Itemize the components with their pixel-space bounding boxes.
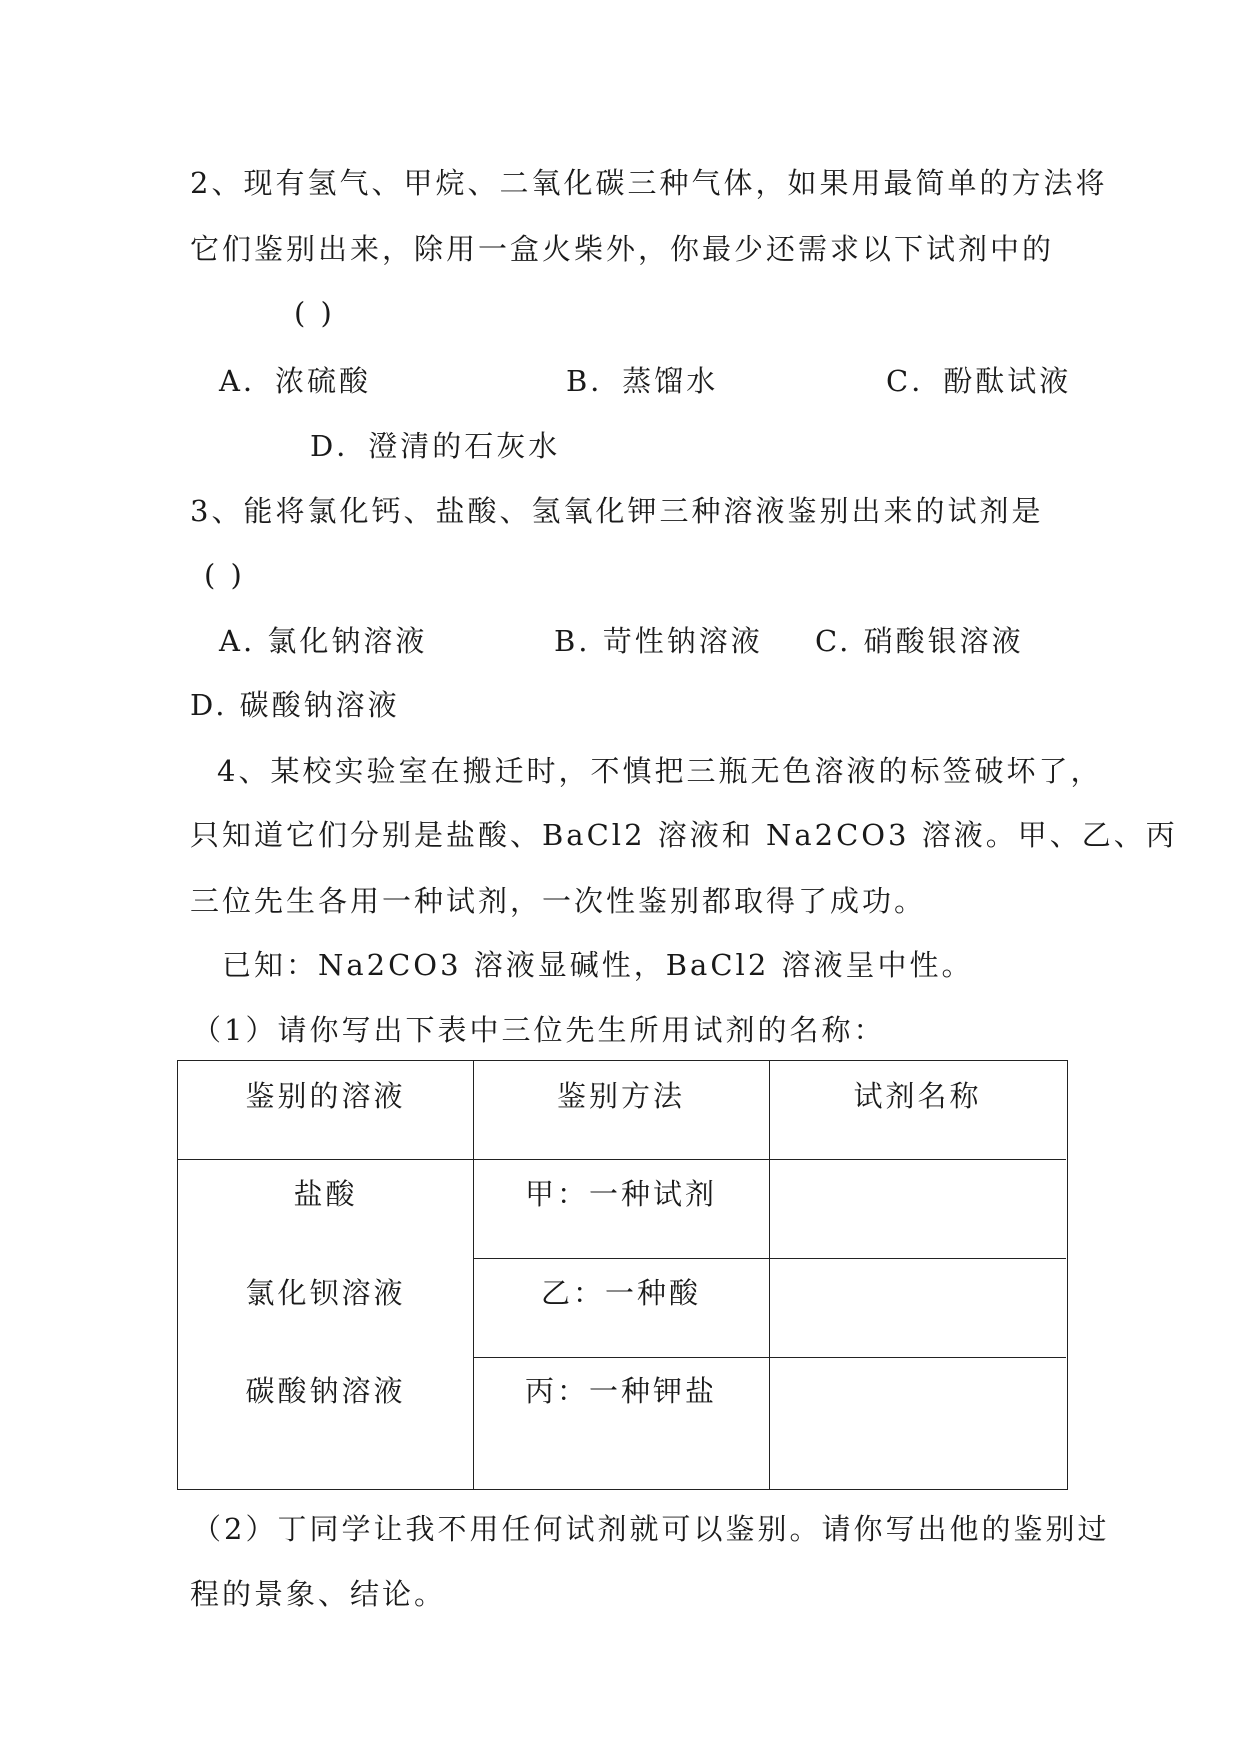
table-header-solution: 鉴别的溶液 — [245, 1079, 406, 1113]
table-solution: 碳酸钠溶液 — [245, 1374, 406, 1408]
table-divider — [473, 1258, 1066, 1259]
q4-sub2-line2: 程的景象、结论。 — [190, 1577, 447, 1611]
q4-line2: 只知道它们分别是盐酸、BaCl2 溶液和 Na2CO3 溶液。甲、乙、丙 — [190, 818, 1178, 852]
q4-line3: 三位先生各用一种试剂，一次性鉴别都取得了成功。 — [190, 884, 927, 918]
table-header-method: 鉴别方法 — [556, 1079, 685, 1113]
table-solution: 氯化钡溶液 — [245, 1276, 406, 1310]
q3-option-c: C. 硝酸银溶液 — [815, 624, 1024, 658]
q3-option-a: A. 氯化钠溶液 — [219, 624, 428, 658]
q4-sub2-line1: （2）丁同学让我不用任何试剂就可以鉴别。请你写出他的鉴别过 — [192, 1512, 1110, 1546]
table-divider — [178, 1159, 1066, 1160]
table-method: 乙：一种酸 — [540, 1276, 701, 1310]
q3-option-d: D. 碳酸钠溶液 — [190, 688, 400, 722]
table-method: 丙：一种钾盐 — [524, 1374, 717, 1408]
table-header-reagent: 试剂名称 — [853, 1079, 982, 1113]
q2-answer-bracket: ( ) — [294, 296, 335, 330]
q4-sub1: （1）请你写出下表中三位先生所用试剂的名称： — [192, 1013, 886, 1047]
q3-answer-bracket: ( ) — [204, 558, 245, 592]
q4-known: 已知：Na2CO3 溶液显碱性，BaCl2 溶液呈中性。 — [222, 948, 974, 982]
q2-option-c: C．酚酞试液 — [886, 364, 1072, 398]
q2-option-a: A．浓硫酸 — [219, 364, 371, 398]
q2-option-b: B．蒸馏水 — [566, 364, 719, 398]
table-divider — [473, 1357, 1066, 1358]
q2-option-d: D．澄清的石灰水 — [310, 429, 561, 463]
table-method: 甲：一种试剂 — [524, 1177, 717, 1211]
q4-line1: 4、某校实验室在搬迁时，不慎把三瓶无色溶液的标签破坏了， — [217, 754, 1103, 788]
reagent-table — [177, 1060, 1068, 1490]
q2-line2: 它们鉴别出来，除用一盒火柴外，你最少还需求以下试剂中的 — [190, 232, 1055, 266]
q2-line1: 2、现有氢气、甲烷、二氧化碳三种气体，如果用最简单的方法将 — [190, 166, 1108, 200]
table-divider — [769, 1061, 770, 1489]
q3-line1: 3、能将氯化钙、盐酸、氢氧化钾三种溶液鉴别出来的试剂是 — [190, 494, 1044, 528]
table-solution: 盐酸 — [293, 1177, 358, 1211]
q3-option-b: B. 苛性钠溶液 — [554, 624, 763, 658]
table-divider — [473, 1061, 474, 1489]
